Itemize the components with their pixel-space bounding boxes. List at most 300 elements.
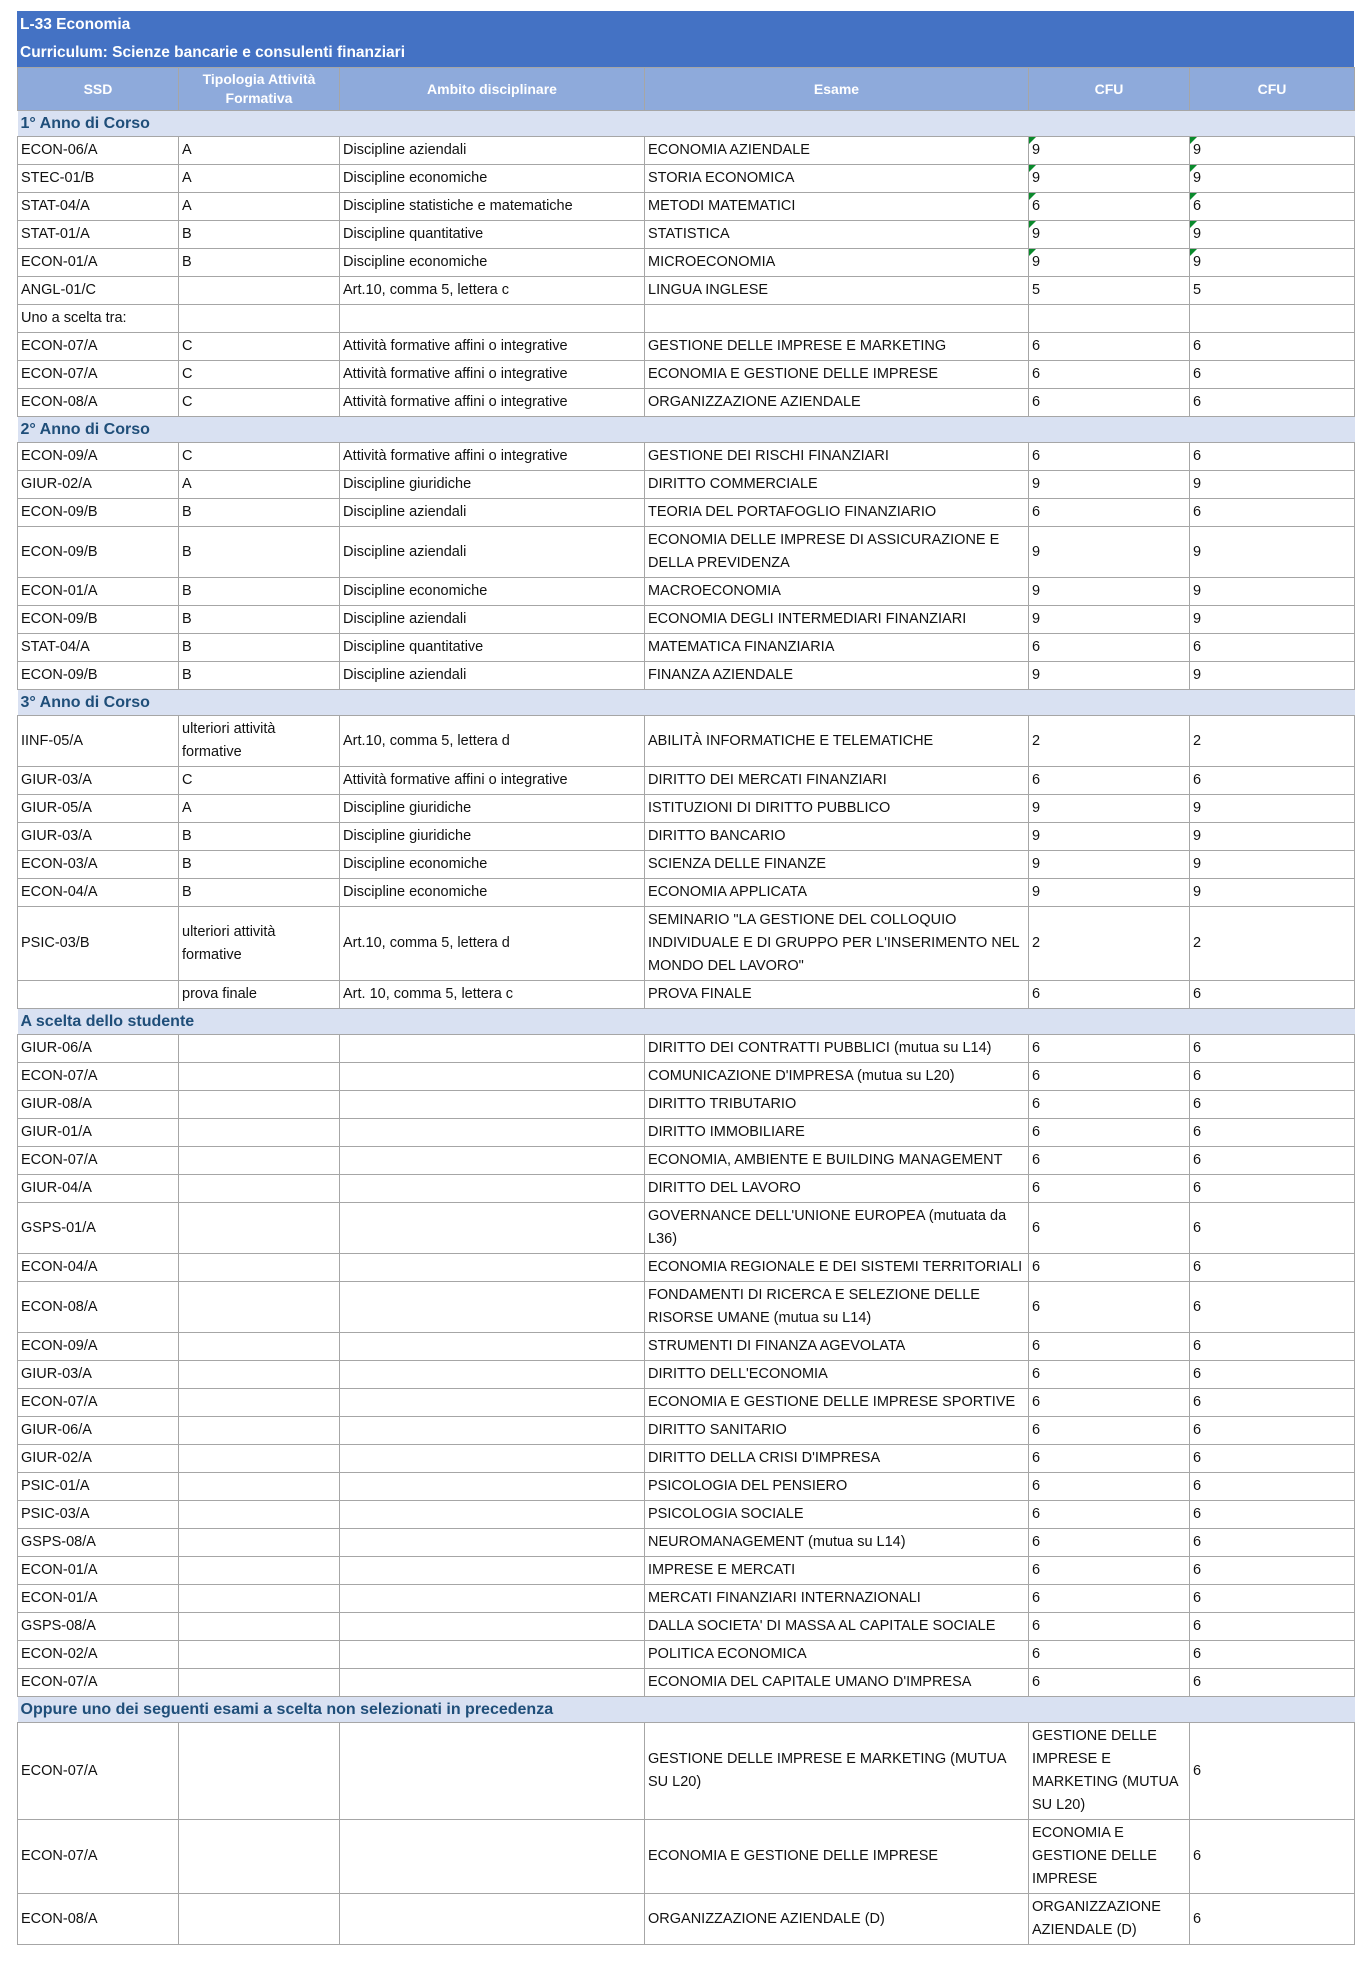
cell-ambito[interactable] (340, 471, 645, 499)
cell-ambito[interactable] (340, 879, 645, 907)
cell-ssd[interactable] (18, 1361, 179, 1389)
cell-tipologia[interactable] (179, 527, 340, 578)
cell-cfu-2[interactable] (1190, 137, 1355, 165)
cell-tipologia[interactable] (179, 1669, 340, 1697)
cell-esame[interactable] (645, 1417, 1029, 1445)
cell-tipologia[interactable] (179, 1894, 340, 1945)
cell-ambito[interactable] (340, 1361, 645, 1389)
cell-cfu-2[interactable] (1190, 221, 1355, 249)
cell-ssd[interactable] (18, 221, 179, 249)
cell-cfu[interactable] (1029, 1254, 1190, 1282)
cell-tipologia[interactable] (179, 578, 340, 606)
cell-esame[interactable] (645, 1063, 1029, 1091)
cell-cfu-2[interactable] (1190, 1282, 1355, 1333)
cell-ambito[interactable] (340, 634, 645, 662)
cell-esame[interactable] (645, 361, 1029, 389)
cell-esame[interactable] (645, 165, 1029, 193)
cell-cfu[interactable] (1029, 1282, 1190, 1333)
cell-cfu[interactable] (1029, 527, 1190, 578)
cell-cfu-2[interactable] (1190, 1473, 1355, 1501)
cell-ambito[interactable] (340, 527, 645, 578)
cell-ssd[interactable] (18, 851, 179, 879)
cell-ambito[interactable] (340, 662, 645, 690)
cell-ambito[interactable] (340, 795, 645, 823)
cell-cfu-2[interactable] (1190, 1723, 1355, 1820)
cell-tipologia[interactable] (179, 1063, 340, 1091)
cell-esame[interactable] (645, 221, 1029, 249)
cell-ambito[interactable] (340, 277, 645, 305)
cell-cfu-2[interactable] (1190, 1389, 1355, 1417)
cell-cfu[interactable] (1029, 795, 1190, 823)
cell-tipologia[interactable] (179, 1389, 340, 1417)
cell-cfu[interactable] (1029, 907, 1190, 981)
cell-ssd[interactable] (18, 1282, 179, 1333)
cell-esame[interactable] (645, 1254, 1029, 1282)
cell-tipologia[interactable] (179, 662, 340, 690)
cell-cfu-2[interactable] (1190, 1501, 1355, 1529)
cell-ambito[interactable] (340, 499, 645, 527)
cell-cfu[interactable] (1029, 823, 1190, 851)
cell-esame[interactable] (645, 527, 1029, 578)
cell-ssd[interactable] (18, 1669, 179, 1697)
cell-ssd[interactable] (18, 716, 179, 767)
cell-cfu[interactable] (1029, 1557, 1190, 1585)
cell-ssd[interactable] (18, 527, 179, 578)
cell-esame[interactable] (645, 1820, 1029, 1894)
cell-esame[interactable] (645, 1282, 1029, 1333)
cell-tipologia[interactable] (179, 1641, 340, 1669)
cell-cfu[interactable] (1029, 1820, 1190, 1894)
cell-cfu-2[interactable] (1190, 1894, 1355, 1945)
cell-tipologia[interactable] (179, 249, 340, 277)
cell-tipologia[interactable] (179, 981, 340, 1009)
cell-ambito[interactable] (340, 716, 645, 767)
cell-ambito[interactable] (340, 1035, 645, 1063)
cell-esame[interactable] (645, 578, 1029, 606)
cell-tipologia[interactable] (179, 1417, 340, 1445)
cell-esame[interactable] (645, 1445, 1029, 1473)
cell-ambito[interactable] (340, 443, 645, 471)
cell-esame[interactable] (645, 1501, 1029, 1529)
cell-cfu[interactable] (1029, 249, 1190, 277)
cell-cfu-2[interactable] (1190, 471, 1355, 499)
cell-cfu[interactable] (1029, 1613, 1190, 1641)
cell-cfu[interactable] (1029, 981, 1190, 1009)
cell-cfu-2[interactable] (1190, 165, 1355, 193)
cell-tipologia[interactable] (179, 1445, 340, 1473)
cell-tipologia[interactable] (179, 1613, 340, 1641)
cell-cfu-2[interactable] (1190, 716, 1355, 767)
cell-cfu-2[interactable] (1190, 606, 1355, 634)
cell-ambito[interactable] (340, 1723, 645, 1820)
cell-cfu[interactable] (1029, 443, 1190, 471)
cell-cfu[interactable] (1029, 1203, 1190, 1254)
cell-tipologia[interactable] (179, 1333, 340, 1361)
cell-cfu-2[interactable] (1190, 1035, 1355, 1063)
cell-ssd[interactable] (18, 1473, 179, 1501)
cell-cfu[interactable] (1029, 361, 1190, 389)
cell-ssd[interactable] (18, 1203, 179, 1254)
cell-cfu-2[interactable] (1190, 1091, 1355, 1119)
cell-tipologia[interactable] (179, 499, 340, 527)
cell-ssd[interactable] (18, 193, 179, 221)
cell-esame[interactable] (645, 879, 1029, 907)
cell-ambito[interactable] (340, 221, 645, 249)
cell-cfu[interactable] (1029, 389, 1190, 417)
cell-cfu-2[interactable] (1190, 1557, 1355, 1585)
cell-ambito[interactable] (340, 981, 645, 1009)
cell-esame[interactable] (645, 795, 1029, 823)
cell-esame[interactable] (645, 662, 1029, 690)
cell-esame[interactable] (645, 137, 1029, 165)
cell-ssd[interactable] (18, 879, 179, 907)
cell-tipologia[interactable] (179, 443, 340, 471)
cell-ambito[interactable] (340, 1641, 645, 1669)
cell-cfu-2[interactable] (1190, 1820, 1355, 1894)
cell-cfu[interactable] (1029, 851, 1190, 879)
cell-ambito[interactable] (340, 767, 645, 795)
cell-cfu[interactable] (1029, 1119, 1190, 1147)
cell-cfu[interactable] (1029, 1723, 1190, 1820)
cell-ambito[interactable] (340, 1147, 645, 1175)
cell-ambito[interactable] (340, 1557, 645, 1585)
cell-esame[interactable] (645, 471, 1029, 499)
cell-esame[interactable] (645, 1119, 1029, 1147)
cell-tipologia[interactable] (179, 1501, 340, 1529)
cell-cfu-2[interactable] (1190, 249, 1355, 277)
cell-ssd[interactable] (18, 137, 179, 165)
cell-cfu[interactable] (1029, 137, 1190, 165)
cell-tipologia[interactable] (179, 305, 340, 333)
cell-ssd[interactable] (18, 1641, 179, 1669)
cell-ambito[interactable] (340, 1203, 645, 1254)
cell-ambito[interactable] (340, 165, 645, 193)
cell-ambito[interactable] (340, 1473, 645, 1501)
cell-tipologia[interactable] (179, 851, 340, 879)
cell-esame[interactable] (645, 389, 1029, 417)
cell-ssd[interactable] (18, 361, 179, 389)
cell-cfu-2[interactable] (1190, 1585, 1355, 1613)
cell-tipologia[interactable] (179, 1035, 340, 1063)
cell-cfu[interactable] (1029, 1529, 1190, 1557)
cell-tipologia[interactable] (179, 716, 340, 767)
cell-tipologia[interactable] (179, 1723, 340, 1820)
cell-cfu[interactable] (1029, 277, 1190, 305)
cell-esame[interactable] (645, 333, 1029, 361)
cell-esame[interactable] (645, 634, 1029, 662)
cell-ambito[interactable] (340, 137, 645, 165)
cell-cfu[interactable] (1029, 1175, 1190, 1203)
cell-tipologia[interactable] (179, 1529, 340, 1557)
cell-cfu-2[interactable] (1190, 662, 1355, 690)
cell-esame[interactable] (645, 1585, 1029, 1613)
cell-ambito[interactable] (340, 1175, 645, 1203)
cell-ssd[interactable] (18, 578, 179, 606)
cell-cfu[interactable] (1029, 1669, 1190, 1697)
cell-cfu-2[interactable] (1190, 193, 1355, 221)
cell-tipologia[interactable] (179, 1282, 340, 1333)
cell-tipologia[interactable] (179, 193, 340, 221)
cell-cfu-2[interactable] (1190, 305, 1355, 333)
cell-esame[interactable] (645, 249, 1029, 277)
cell-cfu-2[interactable] (1190, 1175, 1355, 1203)
cell-esame[interactable] (645, 851, 1029, 879)
cell-cfu-2[interactable] (1190, 1361, 1355, 1389)
cell-cfu[interactable] (1029, 767, 1190, 795)
cell-esame[interactable] (645, 499, 1029, 527)
cell-ambito[interactable] (340, 1613, 645, 1641)
cell-cfu-2[interactable] (1190, 1445, 1355, 1473)
cell-ambito[interactable] (340, 193, 645, 221)
cell-cfu-2[interactable] (1190, 443, 1355, 471)
cell-cfu-2[interactable] (1190, 333, 1355, 361)
cell-cfu-2[interactable] (1190, 907, 1355, 981)
cell-ambito[interactable] (340, 1333, 645, 1361)
cell-tipologia[interactable] (179, 879, 340, 907)
cell-ssd[interactable] (18, 1501, 179, 1529)
cell-ssd[interactable] (18, 1894, 179, 1945)
cell-cfu-2[interactable] (1190, 361, 1355, 389)
cell-cfu[interactable] (1029, 1361, 1190, 1389)
cell-ssd[interactable] (18, 1585, 179, 1613)
cell-esame[interactable] (645, 1203, 1029, 1254)
cell-ssd[interactable] (18, 1119, 179, 1147)
cell-cfu-2[interactable] (1190, 767, 1355, 795)
cell-ssd[interactable] (18, 1063, 179, 1091)
cell-cfu[interactable] (1029, 716, 1190, 767)
cell-ssd[interactable] (18, 389, 179, 417)
cell-tipologia[interactable] (179, 361, 340, 389)
cell-tipologia[interactable] (179, 1091, 340, 1119)
cell-cfu-2[interactable] (1190, 578, 1355, 606)
cell-cfu[interactable] (1029, 1473, 1190, 1501)
cell-ambito[interactable] (340, 1417, 645, 1445)
cell-ssd[interactable] (18, 606, 179, 634)
cell-cfu[interactable] (1029, 1894, 1190, 1945)
cell-ssd[interactable] (18, 443, 179, 471)
cell-ssd[interactable] (18, 1613, 179, 1641)
cell-ssd[interactable] (18, 1333, 179, 1361)
cell-ssd[interactable] (18, 305, 179, 333)
cell-ssd[interactable] (18, 1529, 179, 1557)
cell-ssd[interactable] (18, 662, 179, 690)
cell-cfu-2[interactable] (1190, 277, 1355, 305)
cell-esame[interactable] (645, 443, 1029, 471)
cell-cfu-2[interactable] (1190, 527, 1355, 578)
cell-ssd[interactable] (18, 1091, 179, 1119)
cell-ssd[interactable] (18, 823, 179, 851)
cell-tipologia[interactable] (179, 471, 340, 499)
cell-cfu[interactable] (1029, 578, 1190, 606)
cell-ambito[interactable] (340, 249, 645, 277)
cell-ssd[interactable] (18, 1035, 179, 1063)
cell-cfu[interactable] (1029, 1417, 1190, 1445)
cell-ambito[interactable] (340, 305, 645, 333)
cell-ambito[interactable] (340, 1282, 645, 1333)
cell-cfu[interactable] (1029, 499, 1190, 527)
cell-cfu-2[interactable] (1190, 1254, 1355, 1282)
cell-cfu-2[interactable] (1190, 1063, 1355, 1091)
cell-esame[interactable] (645, 1147, 1029, 1175)
cell-cfu-2[interactable] (1190, 1147, 1355, 1175)
cell-ssd[interactable] (18, 1723, 179, 1820)
cell-cfu-2[interactable] (1190, 795, 1355, 823)
cell-ambito[interactable] (340, 823, 645, 851)
cell-cfu[interactable] (1029, 1147, 1190, 1175)
cell-esame[interactable] (645, 606, 1029, 634)
cell-esame[interactable] (645, 1473, 1029, 1501)
cell-cfu[interactable] (1029, 1445, 1190, 1473)
cell-ssd[interactable] (18, 981, 179, 1009)
cell-ssd[interactable] (18, 634, 179, 662)
cell-ambito[interactable] (340, 1820, 645, 1894)
cell-tipologia[interactable] (179, 165, 340, 193)
cell-cfu-2[interactable] (1190, 981, 1355, 1009)
cell-esame[interactable] (645, 907, 1029, 981)
cell-cfu-2[interactable] (1190, 1529, 1355, 1557)
cell-tipologia[interactable] (179, 221, 340, 249)
cell-ambito[interactable] (340, 907, 645, 981)
cell-cfu-2[interactable] (1190, 389, 1355, 417)
cell-cfu-2[interactable] (1190, 1203, 1355, 1254)
cell-cfu-2[interactable] (1190, 1417, 1355, 1445)
cell-ssd[interactable] (18, 249, 179, 277)
cell-tipologia[interactable] (179, 1254, 340, 1282)
cell-cfu[interactable] (1029, 1501, 1190, 1529)
cell-cfu-2[interactable] (1190, 1119, 1355, 1147)
cell-ssd[interactable] (18, 1147, 179, 1175)
cell-cfu[interactable] (1029, 1641, 1190, 1669)
cell-cfu-2[interactable] (1190, 851, 1355, 879)
cell-cfu-2[interactable] (1190, 823, 1355, 851)
cell-tipologia[interactable] (179, 389, 340, 417)
cell-cfu[interactable] (1029, 1585, 1190, 1613)
cell-esame[interactable] (645, 1091, 1029, 1119)
cell-cfu[interactable] (1029, 1333, 1190, 1361)
cell-cfu[interactable] (1029, 193, 1190, 221)
cell-esame[interactable] (645, 1669, 1029, 1697)
cell-tipologia[interactable] (179, 1820, 340, 1894)
cell-ambito[interactable] (340, 333, 645, 361)
cell-cfu-2[interactable] (1190, 879, 1355, 907)
cell-cfu-2[interactable] (1190, 1333, 1355, 1361)
cell-esame[interactable] (645, 1894, 1029, 1945)
cell-cfu-2[interactable] (1190, 1613, 1355, 1641)
cell-ssd[interactable] (18, 165, 179, 193)
cell-esame[interactable] (645, 193, 1029, 221)
cell-ssd[interactable] (18, 333, 179, 361)
cell-ssd[interactable] (18, 1417, 179, 1445)
cell-cfu[interactable] (1029, 221, 1190, 249)
cell-cfu[interactable] (1029, 1389, 1190, 1417)
cell-tipologia[interactable] (179, 1473, 340, 1501)
cell-cfu-2[interactable] (1190, 1641, 1355, 1669)
cell-esame[interactable] (645, 1641, 1029, 1669)
cell-esame[interactable] (645, 1035, 1029, 1063)
cell-cfu[interactable] (1029, 606, 1190, 634)
cell-ssd[interactable] (18, 471, 179, 499)
cell-esame[interactable] (645, 1361, 1029, 1389)
cell-ambito[interactable] (340, 1119, 645, 1147)
cell-cfu-2[interactable] (1190, 1669, 1355, 1697)
cell-tipologia[interactable] (179, 823, 340, 851)
cell-ssd[interactable] (18, 1254, 179, 1282)
cell-cfu[interactable] (1029, 634, 1190, 662)
cell-cfu[interactable] (1029, 333, 1190, 361)
cell-ambito[interactable] (340, 606, 645, 634)
cell-esame[interactable] (645, 1529, 1029, 1557)
cell-tipologia[interactable] (179, 1175, 340, 1203)
cell-esame[interactable] (645, 716, 1029, 767)
cell-ssd[interactable] (18, 907, 179, 981)
cell-tipologia[interactable] (179, 1119, 340, 1147)
cell-ambito[interactable] (340, 1091, 645, 1119)
cell-cfu[interactable] (1029, 165, 1190, 193)
cell-tipologia[interactable] (179, 1361, 340, 1389)
cell-esame[interactable] (645, 1175, 1029, 1203)
cell-cfu[interactable] (1029, 305, 1190, 333)
cell-tipologia[interactable] (179, 907, 340, 981)
cell-ambito[interactable] (340, 1529, 645, 1557)
cell-cfu[interactable] (1029, 1063, 1190, 1091)
cell-tipologia[interactable] (179, 795, 340, 823)
cell-esame[interactable] (645, 277, 1029, 305)
cell-ssd[interactable] (18, 1445, 179, 1473)
cell-ssd[interactable] (18, 767, 179, 795)
cell-esame[interactable] (645, 1333, 1029, 1361)
cell-ambito[interactable] (340, 361, 645, 389)
cell-tipologia[interactable] (179, 137, 340, 165)
cell-ssd[interactable] (18, 1557, 179, 1585)
cell-ambito[interactable] (340, 1894, 645, 1945)
cell-esame[interactable] (645, 305, 1029, 333)
cell-esame[interactable] (645, 823, 1029, 851)
cell-tipologia[interactable] (179, 634, 340, 662)
cell-ambito[interactable] (340, 1585, 645, 1613)
cell-tipologia[interactable] (179, 1147, 340, 1175)
cell-ssd[interactable] (18, 1389, 179, 1417)
cell-tipologia[interactable] (179, 333, 340, 361)
cell-tipologia[interactable] (179, 606, 340, 634)
cell-cfu[interactable] (1029, 1035, 1190, 1063)
cell-cfu[interactable] (1029, 471, 1190, 499)
cell-ssd[interactable] (18, 499, 179, 527)
cell-tipologia[interactable] (179, 1585, 340, 1613)
cell-ssd[interactable] (18, 1820, 179, 1894)
cell-ambito[interactable] (340, 1063, 645, 1091)
cell-esame[interactable] (645, 981, 1029, 1009)
cell-ambito[interactable] (340, 1501, 645, 1529)
cell-tipologia[interactable] (179, 1203, 340, 1254)
cell-ambito[interactable] (340, 1254, 645, 1282)
cell-cfu-2[interactable] (1190, 634, 1355, 662)
cell-esame[interactable] (645, 1389, 1029, 1417)
cell-esame[interactable] (645, 767, 1029, 795)
cell-ambito[interactable] (340, 578, 645, 606)
cell-ambito[interactable] (340, 1669, 645, 1697)
cell-ambito[interactable] (340, 1445, 645, 1473)
cell-tipologia[interactable] (179, 767, 340, 795)
cell-ambito[interactable] (340, 851, 645, 879)
cell-ssd[interactable] (18, 1175, 179, 1203)
cell-cfu[interactable] (1029, 1091, 1190, 1119)
cell-tipologia[interactable] (179, 277, 340, 305)
cell-esame[interactable] (645, 1723, 1029, 1820)
cell-cfu[interactable] (1029, 662, 1190, 690)
cell-tipologia[interactable] (179, 1557, 340, 1585)
cell-esame[interactable] (645, 1613, 1029, 1641)
cell-ambito[interactable] (340, 389, 645, 417)
